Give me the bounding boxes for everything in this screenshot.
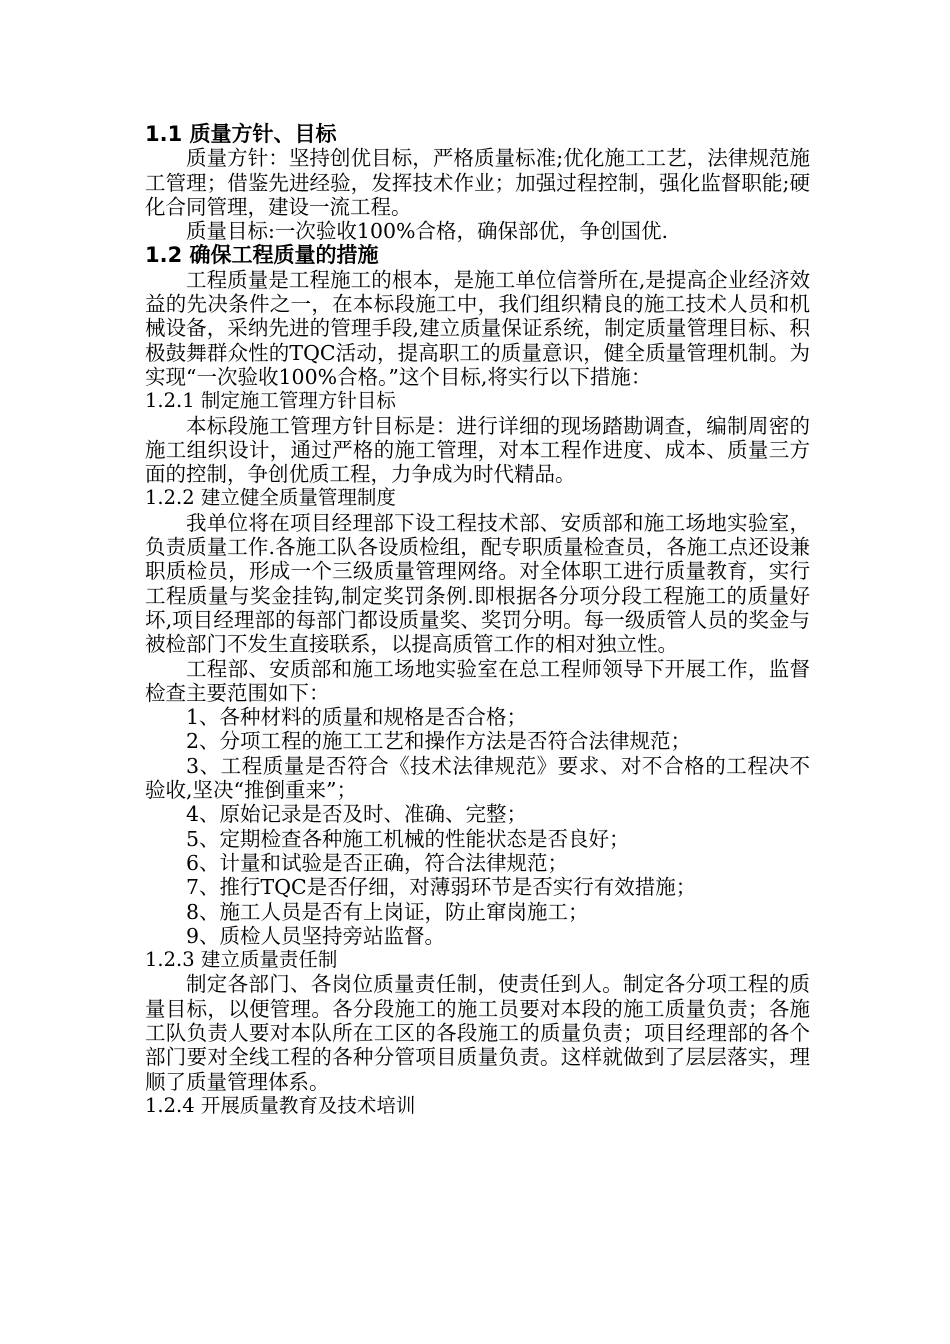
paragraph: 制定各部门、各岗位质量责任制，使责任到人。制定各分项工程的质量目标，以便管理。各分段施工的施工员要对本段的施工质量负责；各施工队负责人要对本队所在工区的各段施工的质量负责；项目经理部的各个部门要对全线工程的各种分管项目质量负责。这样就做到了层层落实，理顺了质量管理体系。 [145,972,810,1094]
paragraph: 工程质量是工程施工的根本，是施工单位信誉所在,是提高企业经济效益的先决条件之一，在本标段施工中，我们组织精良的施工技术人员和机械设备，采纳先进的管理手段,建立质量保证系统，制定质量管理目标、积极鼓舞群众性的TQC活动，提高职工的质量意识，健全质量管理机制。为实现“一次验收100%合格。”这个目标,将实行以下措施： [145,267,810,389]
list-item: 7、推行TQC是否仔细，对薄弱环节是否实行有效措施； [186,875,697,900]
paragraph: 我单位将在项目经理部下设工程技术部、安质部和施工场地实验室，负责质量工作.各施工队各设质检组，配专职质量检查员，各施工点还设兼职质检员，形成一个三级质量管理网络。对全体职工进行质量教育，实行工程质量与奖金挂钩,制定奖罚条例.即根据各分项分段工程施工的质量好坏,项目经理部的每部门都设质量奖、奖罚分明。每一级质管人员的奖金与被检部门不发生直接联系，以提高质管工作的相对独立性。 [145,510,810,657]
list-item: 1、各种材料的质量和规格是否合格； [186,705,528,730]
document-page [145,122,810,1118]
paragraph: 本标段施工管理方针目标是：进行详细的现场踏勘调查，编制周密的施工组织设计，通过严格的施工管理，对本工程作进度、成本、质量三方面的控制，争创优质工程，力争成为时代精品。 [145,413,810,487]
section-heading: 1.1 质量方针、目标 [145,122,337,146]
paragraph: 质量目标:一次验收100%合格，确保部优，争创国优. [186,219,669,244]
list-item: 3、工程质量是否符合《技术法律规范》要求、对不合格的工程决不验收,坚决“推倒重来”； [145,753,810,803]
paragraph: 质量方针：坚持创优目标，严格质量标准;优化施工工艺，法律规范施工管理；借鉴先进经验，发挥技术作业；加强过程控制，强化监督职能;硬化合同管理，建设一流工程。 [145,146,810,219]
list-item: 2、分项工程的施工工艺和操作方法是否符合法律规范； [186,729,692,754]
subsection-heading: 1.2.2 建立健全质量管理制度 [145,486,396,510]
list-item: 5、定期检查各种施工机械的性能状态是否良好； [186,826,630,851]
subsection-heading: 1.2.4 开展质量教育及技术培训 [145,1093,416,1117]
list-item: 6、计量和试验是否正确，符合法律规范； [186,850,569,875]
paragraph: 工程部、安质部和施工场地实验室在总工程师领导下开展工作，监督检查主要范围如下： [145,656,810,705]
subsection-heading: 1.2.1 制定施工管理方针目标 [145,389,396,413]
list-item: 8、施工人员是否有上岗证，防止窜岗施工； [186,899,589,924]
subsection-heading: 1.2.3 建立质量责任制 [145,948,338,972]
list-item: 9、质检人员坚持旁站监督。 [186,923,446,948]
list-item: 4、原始记录是否及时、准确、完整； [186,802,528,827]
section-heading: 1.2 确保工程质量的措施 [145,243,379,268]
